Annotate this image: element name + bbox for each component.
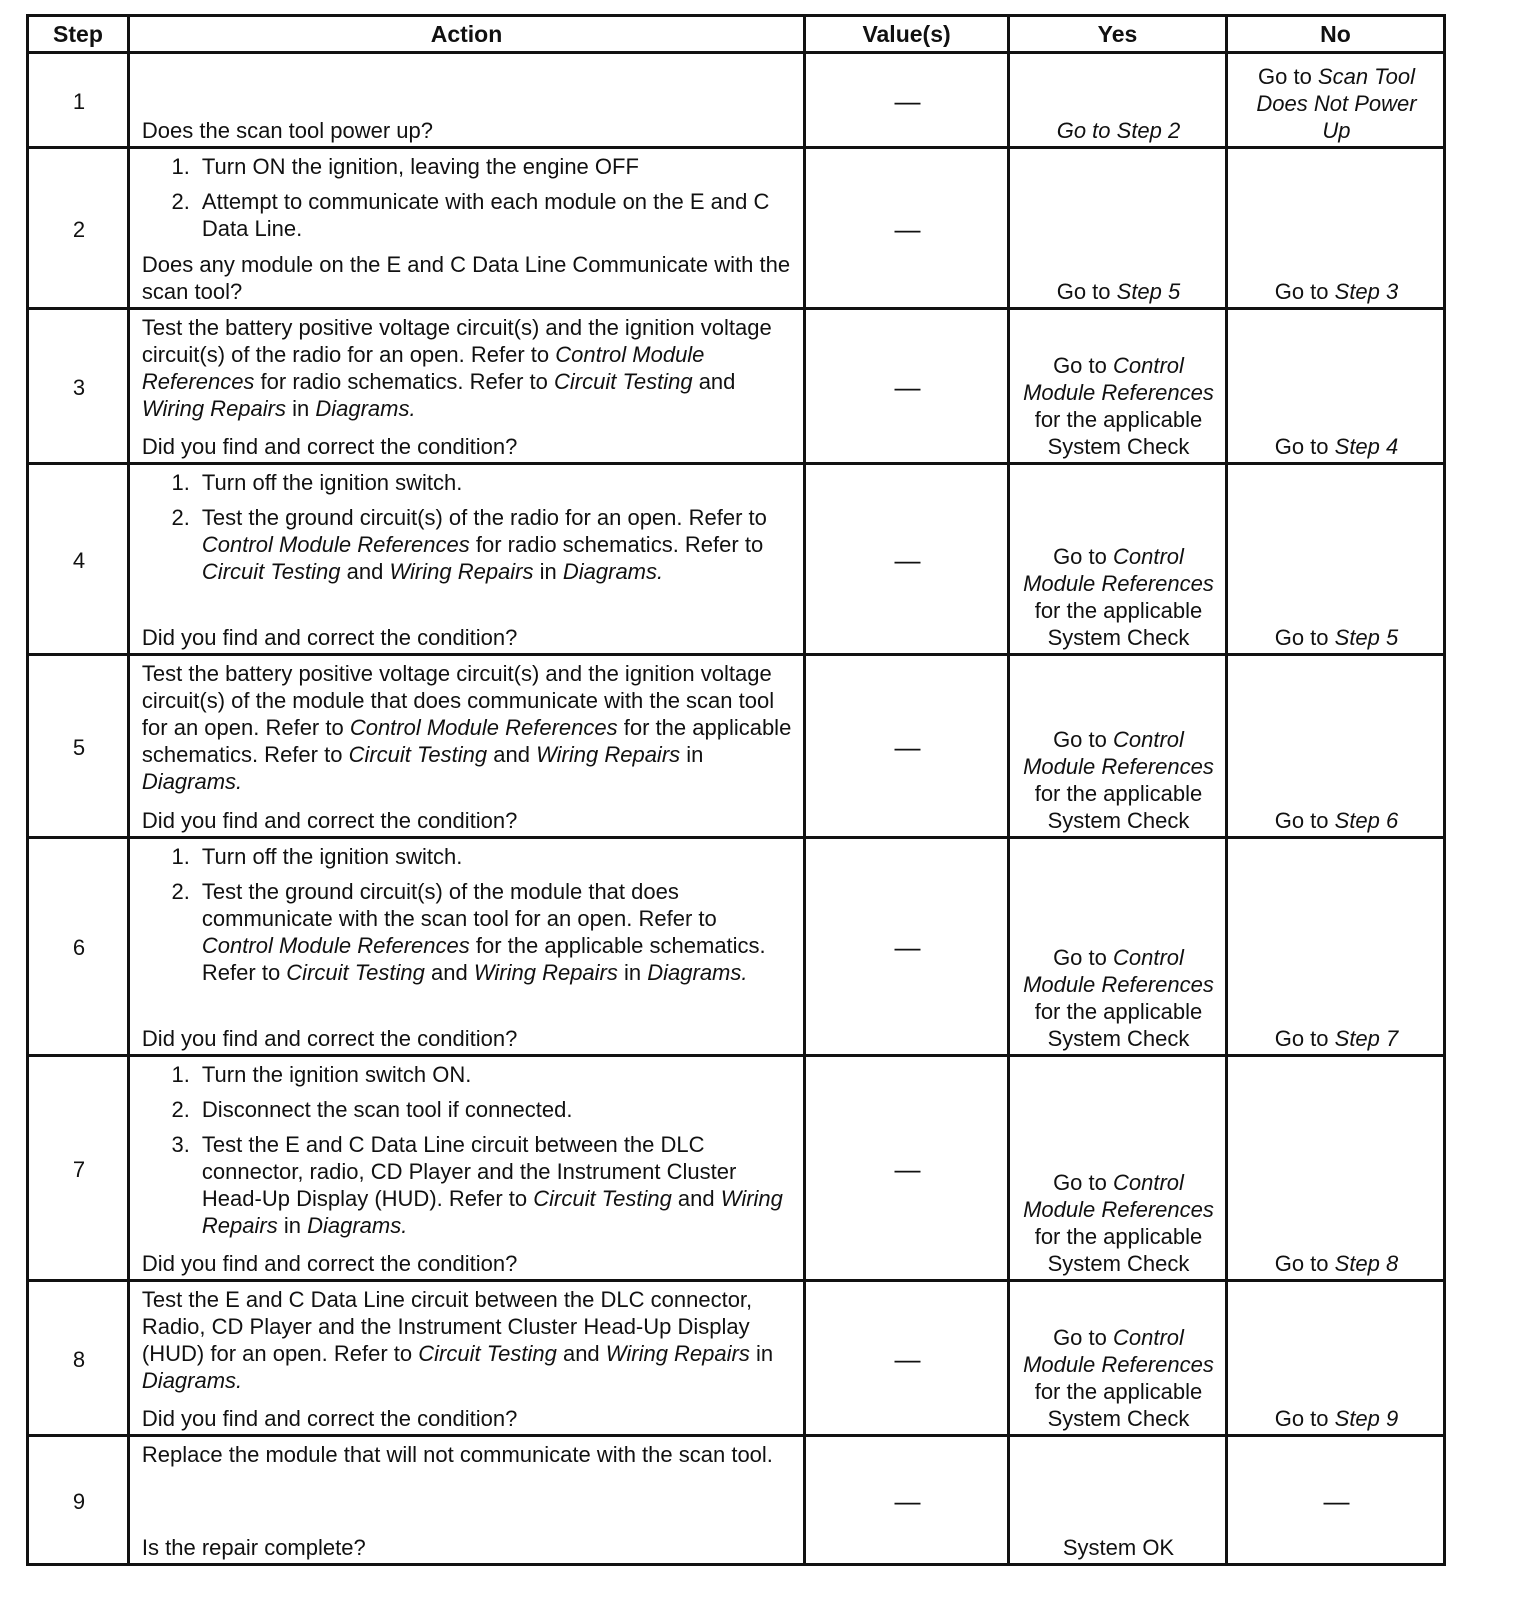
value-cell: — [805, 1436, 1009, 1565]
reference-text: Control Module References [1023, 727, 1214, 779]
reference-text: Step 8 [1334, 1251, 1399, 1276]
action-step-item [196, 1061, 793, 1088]
text-run: Go to [1274, 1251, 1335, 1276]
no-result [1226, 148, 1444, 309]
step-number: 2 [28, 148, 129, 309]
action-question: Did you find and correct the condition? [141, 1406, 518, 1431]
text-run: Turn off the ignition switch. [201, 470, 463, 495]
reference-text: Step 9 [1334, 1406, 1399, 1431]
reference-text: Control Module References [1023, 353, 1214, 405]
action-content [142, 843, 793, 1052]
reference-text: Circuit Testing [201, 559, 341, 584]
yes-result [1008, 1281, 1226, 1436]
action-paragraph [142, 660, 793, 795]
text-run: Go to [1053, 544, 1113, 569]
reference-text: Circuit Testing [286, 960, 425, 985]
text-run: System OK [1062, 1535, 1175, 1560]
text-run: Go to [1053, 353, 1113, 378]
yes-result [1008, 148, 1226, 309]
text-run: Test the E and C Data Line circuit between the DLC connector, radio, CD Player and the Instrument Cluster Head-Up Display (HUD). Refer to [201, 1132, 737, 1211]
action-step-item [196, 843, 793, 870]
yes-result [1008, 464, 1226, 655]
text-run: Turn ON the ignition, leaving the engine OFF [201, 154, 639, 179]
text-run: in [533, 559, 563, 584]
table-row [28, 1281, 1445, 1436]
value-cell: — [805, 838, 1009, 1056]
no-result [1226, 53, 1444, 148]
yes-result [1008, 1056, 1226, 1281]
header-yes: Yes [1008, 16, 1226, 53]
text-run: for the applicable System Check [1034, 407, 1203, 459]
reference-text: Go to Step 2 [1056, 118, 1181, 143]
text-run: for the applicable System Check [1034, 1224, 1203, 1276]
diagnostic-table [26, 14, 1446, 1566]
action-step-item [196, 504, 793, 585]
reference-text: Step 3 [1334, 279, 1399, 304]
text-run: for the applicable System Check [1034, 781, 1203, 833]
table-row [28, 838, 1445, 1056]
reference-text: Circuit Testing [533, 1186, 672, 1211]
step-number: 9 [28, 1436, 129, 1565]
yes-result [1008, 838, 1226, 1056]
step-number: 7 [28, 1056, 129, 1281]
action-question: Does any module on the E and C Data Line Communicate with the scan tool? [141, 252, 791, 304]
text-run: Test the battery positive voltage circuit(s) and the ignition voltage circuit(s) of the module that does communicate with the scan tool for an open. Refer to [141, 661, 775, 740]
text-run: Go to [1053, 945, 1113, 970]
value-cell: — [805, 1281, 1009, 1436]
action-step-item [196, 1131, 793, 1239]
text-run: for the applicable System Check [1034, 1379, 1203, 1431]
action-cell [128, 838, 804, 1056]
text-run: Test the ground circuit(s) of the module that does communicate with the scan tool for an open. Refer to [201, 879, 717, 931]
action-instructions [142, 660, 793, 803]
action-content [142, 1441, 793, 1561]
action-question: Did you find and correct the condition? [141, 1026, 518, 1051]
step-number: 4 [28, 464, 129, 655]
text-run: and [556, 1341, 606, 1366]
value-cell: — [805, 53, 1009, 148]
reference-text: Step 4 [1334, 434, 1399, 459]
value-cell: — [805, 655, 1009, 838]
action-cell [128, 464, 804, 655]
action-step-list [142, 153, 793, 242]
action-instructions [142, 153, 793, 250]
action-content [142, 314, 793, 460]
table-row [28, 309, 1445, 464]
no-result [1226, 655, 1444, 838]
action-step-item [196, 469, 793, 496]
table-row [28, 148, 1445, 309]
action-question: Is the repair complete? [141, 1535, 366, 1560]
action-step-item [196, 153, 793, 180]
text-run: in [749, 1341, 774, 1366]
action-step-item [196, 1096, 793, 1123]
text-run: Turn the ignition switch ON. [201, 1062, 472, 1087]
text-run: Go to [1274, 1406, 1335, 1431]
reference-text: Control Module References [1023, 945, 1214, 997]
text-run: for radio schematics. Refer to [254, 369, 554, 394]
text-run: Test the ground circuit(s) of the radio for an open. Refer to [201, 505, 767, 530]
action-paragraph [142, 314, 793, 422]
action-question: Did you find and correct the condition? [141, 808, 518, 833]
text-run: Disconnect the scan tool if connected. [201, 1097, 573, 1122]
header-row [28, 16, 1445, 53]
table-row [28, 464, 1445, 655]
action-question: Did you find and correct the condition? [141, 625, 518, 650]
reference-text: Control Module References [201, 933, 470, 958]
reference-text: Control Module References [1023, 1325, 1214, 1377]
value-cell: — [805, 309, 1009, 464]
action-cell [128, 1056, 804, 1281]
action-instructions [142, 843, 793, 994]
action-content [142, 1286, 793, 1432]
text-run: Turn off the ignition switch. [201, 844, 463, 869]
value-cell: — [805, 464, 1009, 655]
action-step-item [196, 878, 793, 986]
reference-text: Circuit Testing [418, 1341, 557, 1366]
action-step-list [142, 469, 793, 585]
action-step-list [142, 1061, 793, 1239]
text-run: Go to [1274, 434, 1335, 459]
table-row [28, 53, 1445, 148]
reference-text: Control Module References [1023, 1170, 1214, 1222]
step-number: 5 [28, 655, 129, 838]
action-paragraph [142, 1286, 793, 1394]
reference-text: Control Module References [141, 342, 705, 394]
text-run: and [692, 369, 736, 394]
step-number: 8 [28, 1281, 129, 1436]
reference-text: Step 5 [1116, 279, 1181, 304]
no-result [1226, 1281, 1444, 1436]
action-step-list [142, 843, 793, 986]
text-run: Test the E and C Data Line circuit between the DLC connector, Radio, CD Player and the Instrument Cluster Head-Up Display (HUD) for an open. Refer to [141, 1287, 753, 1366]
header-values: Value(s) [805, 16, 1009, 53]
no-result [1226, 1436, 1444, 1565]
yes-result [1008, 309, 1226, 464]
action-cell [128, 1436, 804, 1565]
table-row [28, 1056, 1445, 1281]
header-step: Step [28, 16, 129, 53]
value-cell: — [805, 1056, 1009, 1281]
action-content [142, 1061, 793, 1277]
reference-text: Wiring Repairs [473, 960, 618, 985]
text-run: in [286, 396, 316, 421]
text-run: in [680, 742, 704, 767]
text-run: for the applicable System Check [1034, 999, 1203, 1051]
no-result [1226, 464, 1444, 655]
action-content [142, 660, 793, 834]
reference-text: Scan Tool Does Not Power Up [1256, 64, 1417, 143]
action-content [142, 469, 793, 651]
text-run: and [340, 559, 390, 584]
text-run: — [1323, 1485, 1350, 1516]
reference-text: Diagrams. [307, 1213, 408, 1238]
action-cell [128, 53, 804, 148]
text-run: and [424, 960, 474, 985]
action-cell [128, 655, 804, 838]
yes-result [1008, 655, 1226, 838]
action-cell [128, 148, 804, 309]
reference-text: Wiring Repairs [605, 1341, 750, 1366]
text-run: Go to [1258, 64, 1318, 89]
no-result [1226, 309, 1444, 464]
table-row [28, 655, 1445, 838]
action-paragraph [142, 1441, 793, 1468]
reference-text: Diagrams. [647, 960, 748, 985]
action-question: Did you find and correct the condition? [141, 1251, 518, 1276]
reference-text: Step 6 [1334, 808, 1399, 833]
reference-text: Diagrams. [562, 559, 664, 584]
reference-text: Diagrams. [315, 396, 416, 421]
reference-text: Control Module References [349, 715, 618, 740]
text-run: Go to [1274, 1026, 1335, 1051]
reference-text: Control Module References [201, 532, 470, 557]
action-instructions [142, 1441, 793, 1476]
reference-text: Wiring Repairs [536, 742, 681, 767]
text-run: for the applicable System Check [1034, 598, 1203, 650]
text-run: Replace the module that will not communicate with the scan tool. [141, 1442, 773, 1467]
text-run: Attempt to communicate with each module on the E and C Data Line. [201, 189, 770, 241]
table-body [28, 53, 1445, 1565]
step-number: 6 [28, 838, 129, 1056]
text-run: for the applicable schematics. Refer to [201, 933, 766, 985]
action-content [142, 58, 793, 144]
reference-text: Diagrams. [141, 769, 243, 794]
reference-text: Step 5 [1334, 625, 1399, 650]
header-no: No [1226, 16, 1444, 53]
text-run: in [277, 1213, 308, 1238]
action-instructions [142, 469, 793, 593]
value-cell: — [805, 148, 1009, 309]
reference-text: Circuit Testing [554, 369, 693, 394]
text-run: Go to [1053, 727, 1113, 752]
action-instructions [142, 314, 793, 430]
text-run: Go to [1274, 625, 1335, 650]
reference-text: Wiring Repairs [141, 396, 286, 421]
text-run: Go to [1274, 808, 1335, 833]
header-action: Action [128, 16, 804, 53]
text-run: in [617, 960, 648, 985]
text-run: Go to [1274, 279, 1335, 304]
text-run: for the applicable schematics. Refer to [141, 715, 792, 767]
reference-text: Circuit Testing [348, 742, 488, 767]
reference-text: Diagrams. [141, 1368, 243, 1393]
text-run: Go to [1053, 1170, 1113, 1195]
table-row [28, 1436, 1445, 1565]
reference-text: Control Module References [1023, 544, 1214, 596]
text-run: and [671, 1186, 721, 1211]
yes-result [1008, 1436, 1226, 1565]
action-instructions [142, 1286, 793, 1402]
step-number: 1 [28, 53, 129, 148]
text-run: for radio schematics. Refer to [469, 532, 764, 557]
action-instructions [142, 1061, 793, 1247]
reference-text: Wiring Repairs [389, 559, 534, 584]
text-run: Go to [1053, 1325, 1113, 1350]
action-step-item [196, 188, 793, 242]
text-run: and [487, 742, 537, 767]
no-result [1226, 1056, 1444, 1281]
step-number: 3 [28, 309, 129, 464]
action-question: Does the scan tool power up? [141, 118, 433, 143]
action-content [142, 153, 793, 305]
action-cell [128, 1281, 804, 1436]
reference-text: Step 7 [1334, 1026, 1399, 1051]
no-result [1226, 838, 1444, 1056]
yes-result [1008, 53, 1226, 148]
action-question: Did you find and correct the condition? [141, 434, 518, 459]
text-run: Test the battery positive voltage circuit(s) and the ignition voltage circuit(s) of the radio for an open. Refer to [141, 315, 772, 367]
text-run: Go to [1056, 279, 1117, 304]
reference-text: Wiring Repairs [201, 1186, 783, 1238]
action-cell [128, 309, 804, 464]
